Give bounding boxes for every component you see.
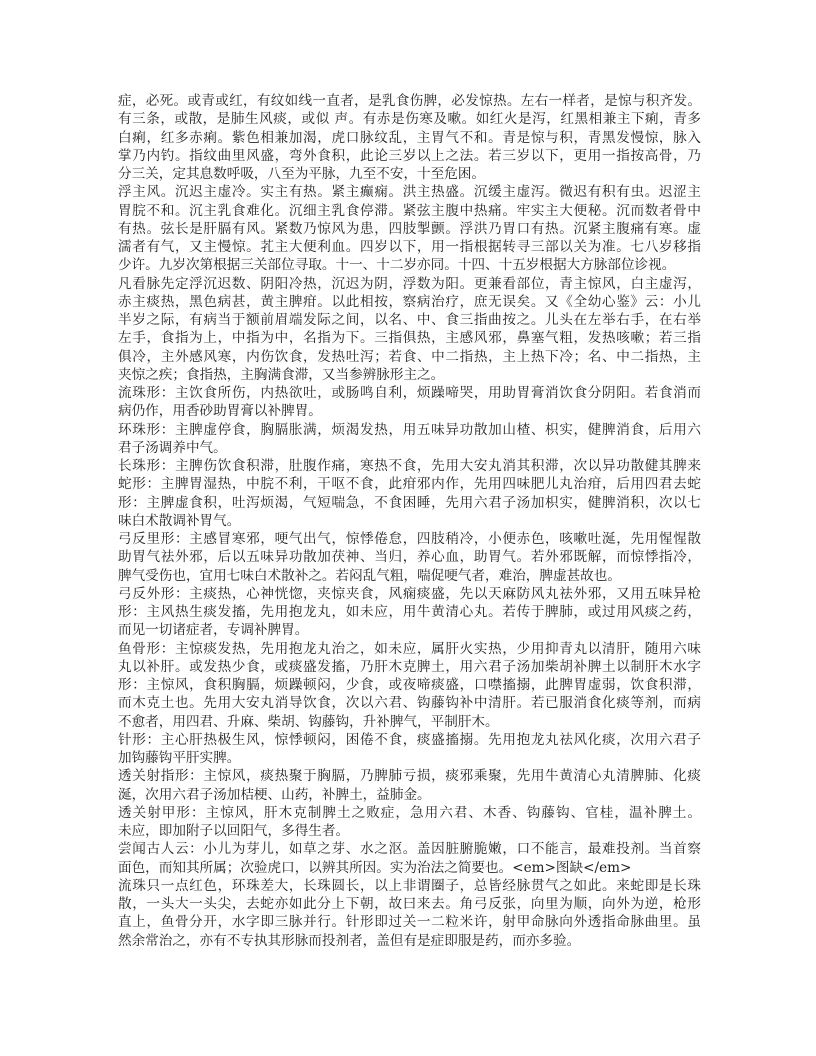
text-line: 夹惊之疾；食指热，主胸满食滞，又当参辨脉形主之。 [118,366,445,383]
paragraph [118,183,701,274]
text-line: 弓反里形：主感冒寒邪，哽气出气，惊悸倦怠，四肢稍冷，小便赤色，咳嗽吐涎，先用惺惺散 [118,531,701,547]
paragraph [118,877,701,950]
text-line: 透关射甲形：主惊风，肝木克制脾土之败症，急用六君、木香、钩藤钩、官桂，温补脾土。 [118,804,701,821]
text-line: 凡看脉先定浮沉迟数、阴阳冷热，沉迟为阴，浮数为阳。更兼看部位，青主惊风，白主虚泻， [118,275,701,292]
text-line: 少许。九岁次第根据三关部位寻取。十一、十二岁亦同。十四、十五岁根据大方脉部位诊视。 [118,257,676,274]
paragraph [118,731,701,768]
text-line: 涎，次用六君子汤加桔梗、山药，补脾土，益肺金。 [118,786,431,803]
paragraph [118,384,701,421]
text-line: 透关射指形：主惊风，痰热聚于胸膈，乃脾肺亏损，痰邪乘聚，先用牛黄清心丸清脾肺、化痰 [118,768,701,785]
text-line: 然余常治之，亦有不专执其形脉而投剂者，盖但有是症即服是药，而亦多验。 [118,932,581,949]
text-line: 白痢，红多赤痢。紫色相兼加渴，虎口脉纹乱，主胃气不和。青是惊与积，青黑发慢惊，脉入 [118,129,701,146]
text-line: 针形：主心肝热极生风，惊悸顿闷，困倦不食，痰盛搐搦。先用抱龙丸祛风化痰，次用六君子 [118,731,701,748]
paragraph [118,457,701,530]
paragraph [118,840,701,877]
text-line: 形：主脾虚食积，吐泻烦渴，气短喘急，不食困睡，先用六君子汤加枳实，健脾消积，次以七 [118,494,701,511]
text-line: 症，必死。或青或红，有纹如线一直者，是乳食伤脾，必发惊热。左右一样者，是惊与积齐发。 [118,93,701,109]
document-body [118,92,701,950]
paragraph [118,530,701,585]
text-line: 不愈者，用四君、升麻、柴胡、钩藤钩，升补脾气，平制肝木。 [118,713,499,730]
paragraph [118,640,701,731]
text-line: 半岁之际，有病当于额前眉端发际之间，以名、中、食三指曲按之。儿头在左举右手，在右举 [118,312,701,328]
paragraph [118,92,701,183]
text-line: 面色，而知其所属；次验虎口，以辨其所因。实为治法之简要也。<em>图缺</em> [118,859,632,876]
text-line: 君子汤调养中气。 [118,439,227,456]
text-line: 流珠只一点红色，环珠差大，长珠圆长，以上非谓圈子，总皆经脉贯气之如此。来蛇即是长珠 [118,877,701,894]
text-line: 俱冷，主外感风寒，内伤饮食，发热吐泻；若食、中二指热，主上热下冷；名、中二指热，主 [118,348,701,365]
text-line: 赤主痰热，黑色病甚，黄主脾疳。以此相按，察病治疗，庶无误矣。又《全幼心鉴》云：小儿 [118,293,701,310]
text-line: 环珠形：主脾虚停食，胸膈胀满，烦渴发热，用五味异功散加山楂、枳实，健脾消食，后用六 [118,421,701,438]
text-line: 有热。弦长是肝膈有风。紧数乃惊风为患，四肢掣颤。浮洪乃胃口有热。沉紧主腹痛有寒。虚 [118,220,701,237]
text-line: 散，一头大一头尖，去蛇亦如此分上下朝，故曰来去。角弓反张，向里为顺，向外为逆，枪形 [118,896,701,912]
paragraph [118,804,701,841]
text-line: 掌乃内钓。指纹曲里风盛，弯外食积，此论三岁以上之法。若三岁以下，更用一指按高骨，乃 [118,147,701,164]
text-line: 流珠形：主饮食所伤，内热欲吐，或肠鸣自利，烦躁啼哭，用助胃膏消饮食分阴阳。若食消而 [118,385,701,401]
text-line: 病仍作，用香砂助胃膏以补脾胃。 [118,403,322,420]
text-line: 长珠形：主脾伤饮食积滞，肚腹作痛，寒热不食，先用大安丸消其积滞，次以异功散健其脾来 [118,458,701,474]
text-line: 尝闻古人云：小儿为芽儿，如草之芽、水之沤。盖因脏腑脆嫩，口不能言，最难投剂。当首察 [118,841,701,858]
paragraph [118,767,701,804]
text-line: 浮主风。沉迟主虚冷。实主有热。紧主癫痫。洪主热盛。沉缓主虚泻。微迟有积有虫。迟涩主 [118,184,701,201]
paragraph [118,421,701,458]
text-line: 左手，食指为上，中指为中，名指为下。三指俱热，主感风邪，鼻塞气粗，发热咳嗽；若三指 [118,330,701,347]
text-line: 加钩藤钩平肝实脾。 [118,750,241,766]
text-line: 直上，鱼骨分开，水字即三脉并行。针形即过关一二粒米许，射甲命脉向外透指命脉曲里。虽 [118,914,701,931]
text-line: 有三条，或散，是肺生风痰，或似 声。有赤是伤寒及嗽。如红火是泻，红黑相兼主下痢，青多 [118,111,701,128]
text-line: 而见一切诸症者，专调补脾胃。 [118,622,309,639]
text-line: 弓反外形：主痰热，心神恍惚，夹惊夹食，风痫痰盛，先以天麻防风丸祛外邪，又用五味异枪 [118,585,701,602]
text-line: 鱼骨形：主惊痰发热，先用抱龙丸治之，如未应，属肝火实热，少用抑青丸以清肝，随用六味 [118,640,701,657]
text-line: 脾气受伤也，宜用七味白术散补之。若闷乱气粗，喘促哽气者，难治，脾虚甚故也。 [118,567,621,584]
text-line: 味白术散调补胃气。 [118,512,241,529]
text-line: 未应，即加附子以回阳气，多得生者。 [118,823,350,839]
text-line: 分三关，定其息数呼吸，八至为平脉，九至不安，十至危困。 [118,166,486,182]
paragraph [118,275,701,385]
text-line: 丸以补肝。或发热少食，或痰盛发搐，乃肝木克脾土，用六君子汤加柴胡补脾土以制肝木水字 [118,658,701,675]
text-line: 助胃气祛外邪，后以五味异功散加茯神、当归，养心血，助胃气。若外邪既解，而惊悸指冷， [118,549,701,566]
text-line: 蛇形：主脾胃湿热，中脘不利，干呕不食，此疳邪内作，先用四味肥儿丸治疳，后用四君去蛇 [118,476,701,493]
text-line: 濡者有气，又主慢惊。芤主大便利血。四岁以下，用一指根据转寻三部以关为准。七八岁移指 [118,239,701,255]
text-line: 形：主风热生痰发搐，先用抱龙丸，如未应，用牛黄清心丸。若传于脾肺，或过用风痰之药， [118,604,701,620]
text-line: 胃脘不和。沉主乳食难化。沉细主乳食停滞。紧弦主腹中热痛。牢实主大便秘。沉而数者骨中 [118,202,701,219]
text-line: 而木克土也。先用大安丸消导饮食，次以六君、钩藤钩补中清肝。若已服消食化痰等剂，而病 [118,695,701,712]
text-line: 形：主惊风，食积胸膈，烦躁顿闷，少食，或夜啼痰盛，口噤搐搦，此脾胃虚弱，饮食积滞， [118,677,701,693]
paragraph [118,585,701,640]
